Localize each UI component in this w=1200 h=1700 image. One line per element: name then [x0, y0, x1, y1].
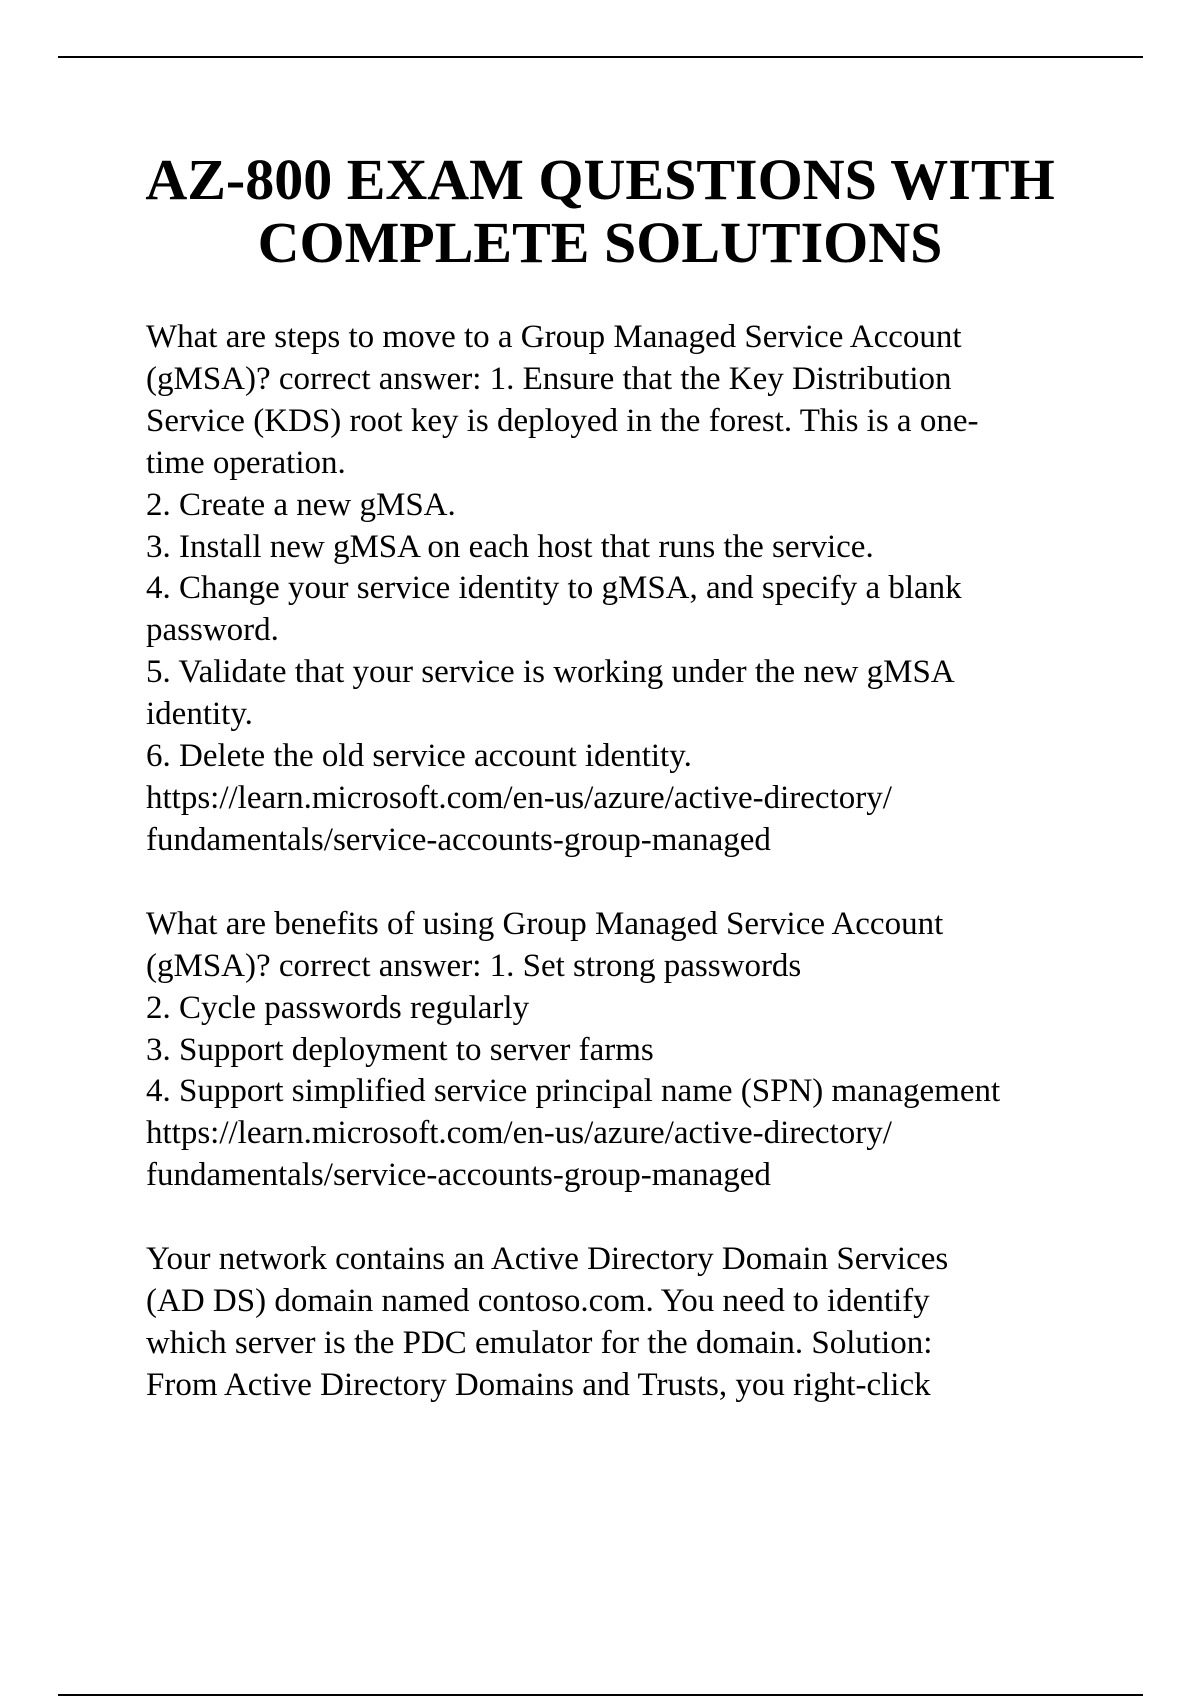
text-line: time operation.	[146, 444, 346, 481]
text-line: 2. Create a new gMSA.	[146, 486, 456, 523]
text-line: identity.	[146, 696, 253, 733]
text-line: 4. Support simplified service principal name (SPN) management	[146, 1073, 1001, 1110]
reference-link-line: fundamentals/service-accounts-group-managed	[146, 821, 771, 858]
title-line-1: AZ-800 EXAM QUESTIONS WITH	[145, 147, 1055, 212]
title-line-2: COMPLETE SOLUTIONS	[257, 210, 943, 275]
text-line: (gMSA)? correct answer: 1. Set strong passwords	[146, 947, 802, 984]
top-rule	[58, 56, 1143, 58]
text-line: 3. Support deployment to server farms	[146, 1031, 654, 1068]
text-line: 2. Cycle passwords regularly	[146, 989, 530, 1026]
text-line: What are benefits of using Group Managed Service Account	[146, 905, 944, 942]
text-line: 3. Install new gMSA on each host that runs the service.	[146, 528, 874, 565]
text-line: (gMSA)? correct answer: 1. Ensure that the Key Distribution	[146, 360, 952, 397]
text-line: 4. Change your service identity to gMSA, and specify a blank	[146, 570, 962, 607]
bottom-rule	[58, 1694, 1143, 1696]
reference-link-line: https://learn.microsoft.com/en-us/azure/active-directory/	[146, 779, 892, 816]
text-line: Service (KDS) root key is deployed in the forest. This is a one-	[146, 402, 979, 439]
text-line: 5. Validate that your service is working under the new gMSA	[146, 654, 955, 691]
text-line: From Active Directory Domains and Trusts, you right-click	[146, 1366, 931, 1403]
document-body	[146, 317, 1146, 1449]
text-line: 6. Delete the old service account identity.	[146, 738, 692, 775]
text-line: which server is the PDC emulator for the domain. Solution:	[146, 1324, 933, 1361]
question-block-3	[146, 1239, 1146, 1407]
text-line: password.	[146, 612, 279, 649]
question-block-2	[146, 904, 1146, 1197]
reference-link-line: fundamentals/service-accounts-group-managed	[146, 1157, 771, 1194]
page-title	[60, 148, 1140, 274]
text-line: What are steps to move to a Group Managed Service Account	[146, 319, 962, 355]
reference-link-line: https://learn.microsoft.com/en-us/azure/active-directory/	[146, 1115, 892, 1152]
text-line: (AD DS) domain named contoso.com. You need to identify	[146, 1283, 930, 1320]
question-block-1	[146, 317, 1146, 862]
text-line: Your network contains an Active Directory Domain Services	[146, 1241, 949, 1278]
